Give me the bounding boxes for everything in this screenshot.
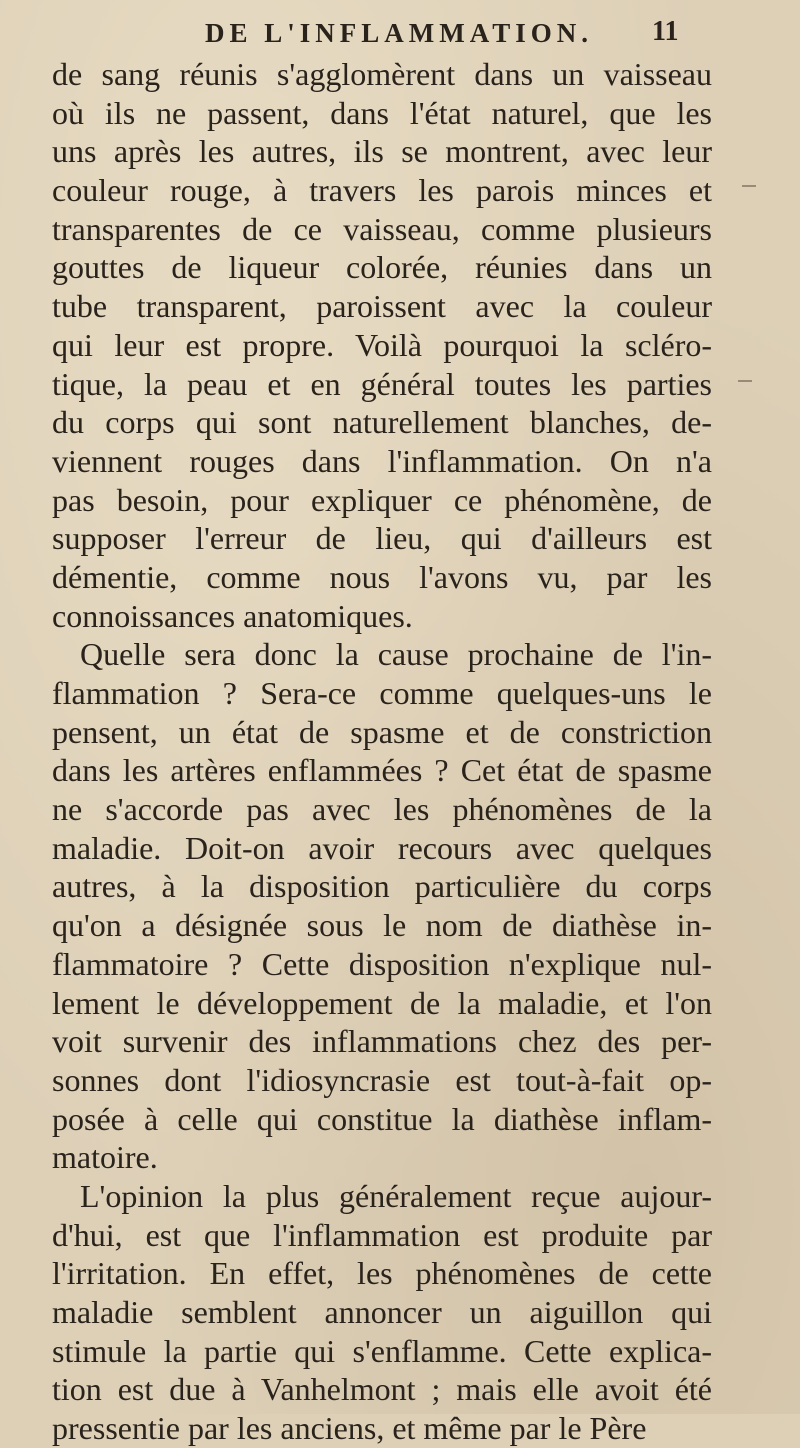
text-line: lement le développement de la maladie, et l'on bbox=[52, 984, 712, 1021]
text-line: ne s'accorde pas avec les phénomènes de la bbox=[52, 791, 712, 828]
text-line: viennent rouges dans l'inflammation. On n'a bbox=[52, 442, 712, 479]
text-line: pressentie par les anciens, et même par le Père bbox=[52, 1410, 647, 1447]
text-line: tion est due à Vanhelmont ; mais elle avoit été bbox=[52, 1371, 712, 1408]
paragraph-start-line: Quelle sera donc la cause prochaine de l'in- bbox=[80, 636, 712, 673]
text-line: flammation ? Sera-ce comme quelques-uns le bbox=[52, 675, 712, 711]
text-line: dans les artères enflammées ? Cet état de spasme bbox=[52, 752, 712, 789]
page-number: 11 bbox=[652, 16, 679, 47]
text-line: voit survenir des inflammations chez des per- bbox=[52, 1023, 712, 1060]
text-line: stimule la partie qui s'enflamme. Cette explica- bbox=[52, 1332, 712, 1369]
text-line: connoissances anatomiques. bbox=[52, 597, 413, 634]
text-line: l'irritation. En effet, les phénomènes de cette bbox=[52, 1255, 712, 1292]
text-line: matoire. bbox=[52, 1139, 158, 1176]
text-line: maladie. Doit-on avoir recours avec quelques bbox=[52, 829, 712, 866]
text-line: supposer l'erreur de lieu, qui d'ailleurs est bbox=[52, 520, 712, 557]
text-line: où ils ne passent, dans l'état naturel, que les bbox=[52, 94, 712, 131]
text-line: tique, la peau et en général toutes les parties bbox=[52, 365, 712, 402]
text-line: pas besoin, pour expliquer ce phénomène, de bbox=[52, 481, 712, 518]
text-line: posée à celle qui constitue la diathèse inflam- bbox=[52, 1100, 712, 1137]
text-line: sonnes dont l'idiosyncrasie est tout-à-fait op- bbox=[52, 1061, 712, 1098]
text-line: démentie, comme nous l'avons vu, par les bbox=[52, 558, 712, 595]
margin-mark bbox=[738, 380, 752, 382]
text-line: pensent, un état de spasme et de constriction bbox=[52, 713, 712, 750]
body-text bbox=[52, 55, 712, 1448]
text-line: couleur rouge, à travers les parois minces et bbox=[52, 172, 712, 209]
paragraph-start-line: L'opinion la plus généralement reçue aujour- bbox=[80, 1177, 712, 1214]
text-line: du corps qui sont naturellement blanches, de- bbox=[52, 404, 712, 441]
running-head: DE L'INFLAMMATION. bbox=[205, 18, 594, 48]
text-line: uns après les autres, ils se montrent, avec leur bbox=[52, 133, 712, 170]
text-line: flammatoire ? Cette disposition n'explique nul- bbox=[52, 945, 712, 982]
text-line: qu'on a désignée sous le nom de diathèse in- bbox=[52, 907, 712, 944]
text-line: gouttes de liqueur colorée, réunies dans un bbox=[52, 249, 712, 286]
text-line: de sang réunis s'agglomèrent dans un vaisseau bbox=[52, 56, 712, 92]
text-line: transparentes de ce vaisseau, comme plusieurs bbox=[52, 210, 712, 247]
margin-mark bbox=[742, 185, 756, 187]
text-line: tube transparent, paroissent avec la couleur bbox=[52, 288, 712, 325]
text-line: maladie semblent annoncer un aiguillon qui bbox=[52, 1294, 712, 1330]
text-line: qui leur est propre. Voilà pourquoi la scléro- bbox=[52, 326, 712, 363]
text-line: d'hui, est que l'inflammation est produite par bbox=[52, 1216, 712, 1253]
text-line: autres, à la disposition particulière du corps bbox=[52, 868, 712, 905]
